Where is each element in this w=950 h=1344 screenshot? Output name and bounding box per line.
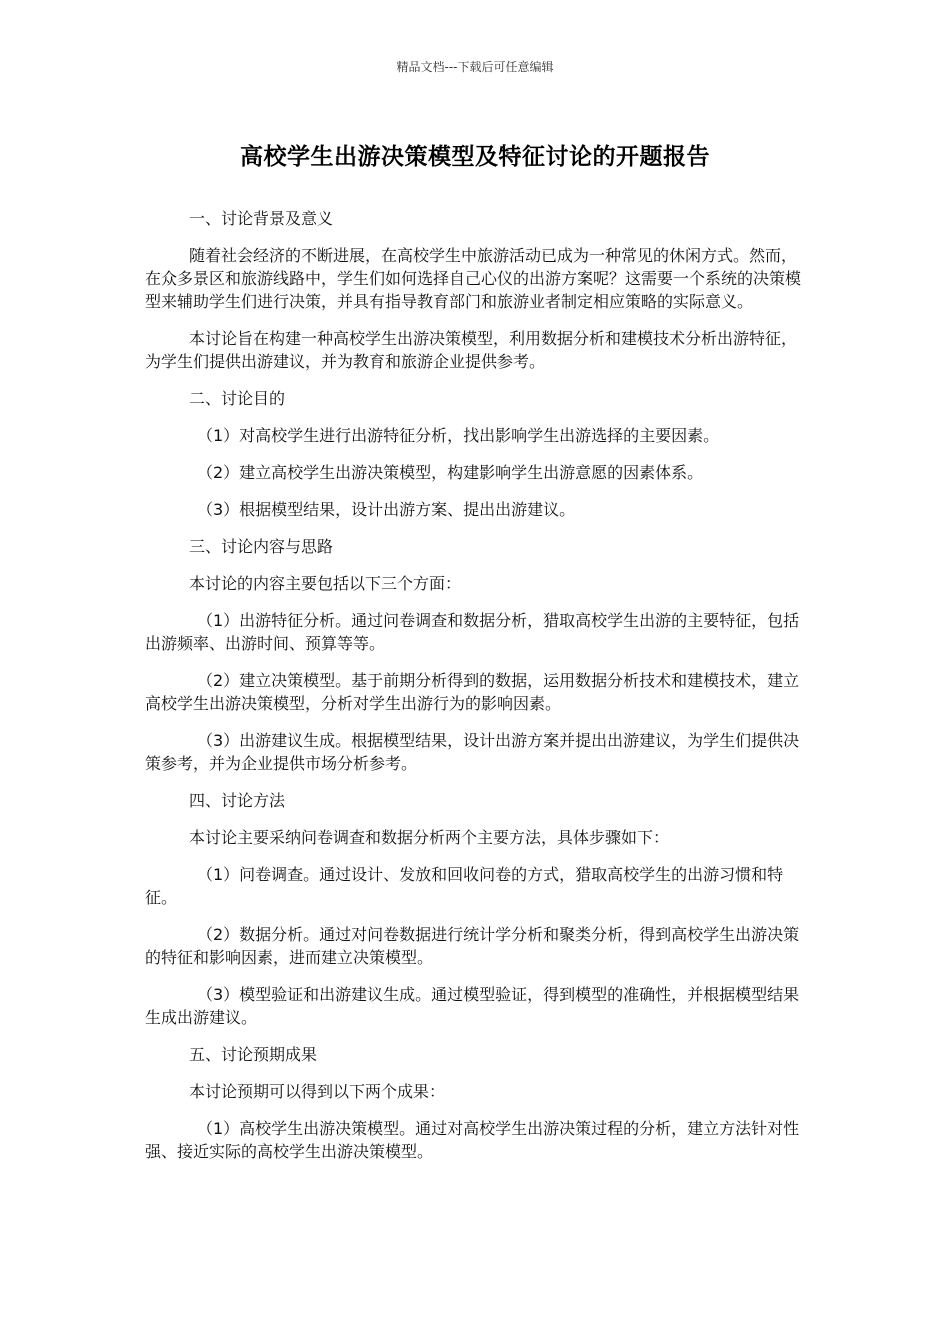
list-item: （1）对高校学生进行出游特征分析，找出影响学生出游选择的主要因素。 [197, 426, 720, 445]
section-heading: 一、讨论背景及意义 [189, 209, 334, 228]
list-item: （3）模型验证和出游建议生成。通过模型验证，得到模型的准确性，并根据模型结果生成出游建议。 [145, 985, 800, 1027]
list-item: （3）出游建议生成。根据模型结果，设计出游方案并提出出游建议，为学生们提供决策参考，并为企业提供市场分析参考。 [145, 731, 800, 773]
list-item: （1）问卷调查。通过设计、发放和回收问卷的方式，猎取高校学生的出游习惯和特征。 [145, 865, 784, 907]
list-item: （1）高校学生出游决策模型。通过对高校学生出游决策过程的分析，建立方法针对性强、接近实际的高校学生出游决策模型。 [145, 1119, 800, 1161]
section-heading: 五、讨论预期成果 [189, 1045, 318, 1064]
paragraph: 本讨论的内容主要包括以下三个方面： [189, 574, 462, 593]
section-heading: 四、讨论方法 [189, 791, 286, 810]
document-title: 高校学生出游决策模型及特征讨论的开题报告 [240, 144, 710, 170]
document-body [145, 207, 805, 1177]
paragraph: 本讨论主要采纳问卷调查和数据分析两个主要方法，具体步骤如下： [189, 828, 670, 847]
paragraph: 随着社会经济的不断进展，在高校学生中旅游活动已成为一种常见的休闲方式。然而，在众多景区和旅游线路中，学生们如何选择自己心仪的出游方案呢？这需要一个系统的决策模型来辅助学生们进行决策，并具有指导教育部门和旅游业者制定相应策略的实际意义。 [145, 246, 802, 311]
paragraph: 本讨论旨在构建一种高校学生出游决策模型，利用数据分析和建模技术分析出游特征，为学生们提供出游建议，并为教育和旅游企业提供参考。 [145, 329, 798, 371]
list-item: （1）出游特征分析。通过问卷调查和数据分析，猎取高校学生出游的主要特征，包括出游频率、出游时间、预算等等。 [145, 611, 800, 653]
list-item: （2）数据分析。通过对问卷数据进行统计学分析和聚类分析，得到高校学生出游决策的特征和影响因素，进而建立决策模型。 [145, 925, 800, 967]
page-header: 精品文档---下载后可任意编辑 [396, 60, 554, 74]
section-heading: 三、讨论内容与思路 [189, 537, 334, 556]
list-item: （3）根据模型结果，设计出游方案、提出出游建议。 [197, 500, 576, 519]
list-item: （2）建立高校学生出游决策模型，构建影响学生出游意愿的因素体系。 [197, 463, 704, 482]
paragraph: 本讨论预期可以得到以下两个成果： [189, 1082, 446, 1101]
section-heading: 二、讨论目的 [189, 389, 286, 408]
list-item: （2）建立决策模型。基于前期分析得到的数据，运用数据分析技术和建模技术，建立高校学生出游决策模型，分析对学生出游行为的影响因素。 [145, 671, 800, 713]
